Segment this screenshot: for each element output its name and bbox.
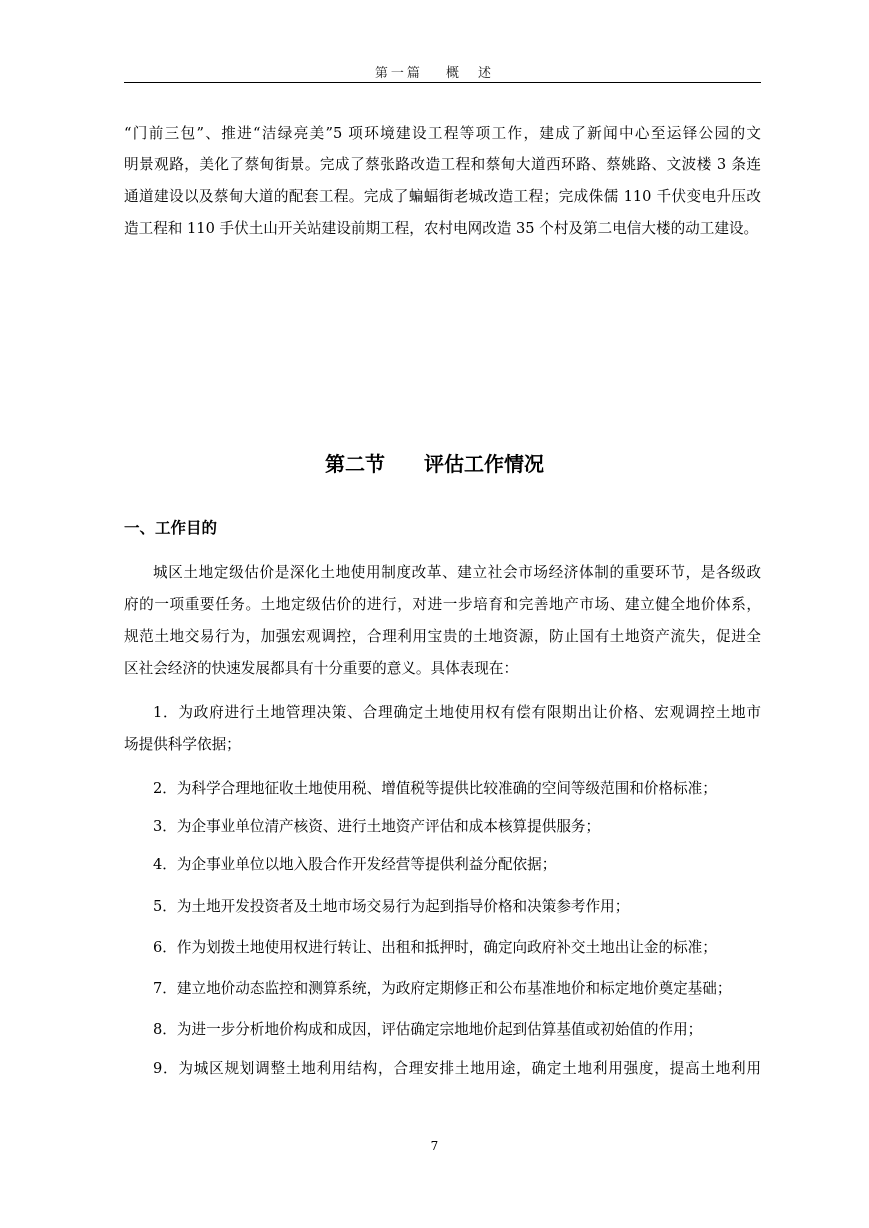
paragraph-line-4: 区社会经济的快速发展都具有十分重要的意义。具体表现在： <box>124 660 519 677</box>
paragraph-line-3: 规范土地交易行为，加强宏观调控，合理利用宝贵的土地资源，防止国有土地资产流失，促进全 <box>124 628 761 645</box>
intro-line-2: 明景观路，美化了蔡甸街景。完成了蔡张路改造工程和蔡甸大道西环路、蔡姚路、文波楼 3 条连 <box>124 156 761 173</box>
section-title: 第二节 评估工作情况 <box>325 452 544 476</box>
page-number: 7 <box>430 1139 439 1153</box>
subsection-heading: 一、工作目的 <box>124 519 218 537</box>
list-item-1: 1．为政府进行土地管理决策、合理确定土地使用权有偿有限期出让价格、宏观调控土地市 <box>153 704 761 721</box>
list-item-7: 7．建立地价动态监控和测算系统，为政府定期修正和公布基准地价和标定地价奠定基础； <box>153 980 732 997</box>
list-item-8: 8．为进一步分析地价构成和成因，评估确定宗地地价起到估算基值或初始值的作用； <box>153 1021 703 1038</box>
header-rule <box>124 82 761 83</box>
running-header: 第一篇 概 述 <box>374 66 495 81</box>
list-item-2: 2．为科学合理地征收土地使用税、增值税等提供比较准确的空间等级范围和价格标准； <box>153 780 717 797</box>
list-item-9: 9．为城区规划调整土地利用结构，合理安排土地用途，确定土地利用强度，提高土地利用 <box>153 1060 761 1077</box>
intro-line-3: 通道建设以及蔡甸大道的配套工程。完成了蝙蝠街老城改造工程；完成侏儒 110 千伏变电升压改 <box>124 188 761 205</box>
paragraph-line-1: 城区土地定级估价是深化土地使用制度改革、建立社会市场经济体制的重要环节，是各级政 <box>153 564 761 581</box>
list-item-6: 6．作为划拨土地使用权进行转让、出租和抵押时，确定向政府补交土地出让金的标准； <box>153 939 717 956</box>
list-item-5: 5．为土地开发投资者及土地市场交易行为起到指导价格和决策参考作用； <box>153 898 630 915</box>
list-item-4: 4．为企事业单位以地入股合作开发经营等提供利益分配依据； <box>153 856 557 873</box>
intro-line-1: “门前三包”、推进“洁绿亮美”5 项环境建设工程等项工作，建成了新闻中心至运铎公园的文 <box>124 125 761 142</box>
intro-line-4: 造工程和 110 手伏土山开关站建设前期工程，农村电网改造 35 个村及第二电信大楼的动工建设。 <box>124 220 759 237</box>
paragraph-line-2: 府的一项重要任务。土地定级估价的进行，对进一步培育和完善地产市场、建立健全地价体系， <box>124 596 761 613</box>
list-item-1-continued: 场提供科学依据； <box>124 736 241 753</box>
list-item-3: 3．为企事业单位清产核资、进行土地资产评估和成本核算提供服务； <box>153 818 601 835</box>
